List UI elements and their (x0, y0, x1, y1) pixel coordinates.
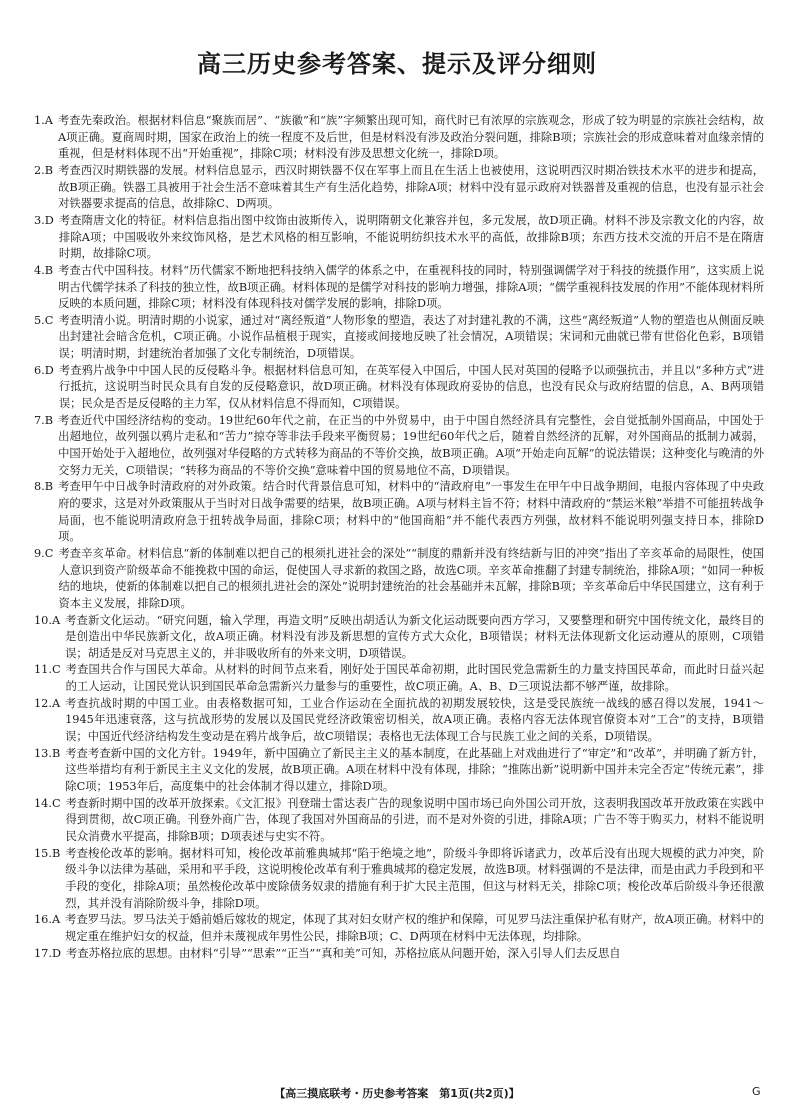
answer-explanation: 考查新文化运动。“研究问题，输入学理，再造文明”反映出胡适认为新文化运动既要向西方学习，又要整理和研究中国传统文化，最终目的是创造出中华民族新文化，故A项正确。材料没有涉及新思想的宣传方式大众化，B项错误；材料无法体现新文化运动遵从的原则，C项错误；胡适是反对马克思主义的，并非吸收所有的外来文明，D项错误。 (65, 613, 764, 660)
answer-item (34, 479, 764, 545)
page-title: 高三历史参考答案、提示及评分细则 (197, 50, 597, 78)
answer-number: 15.B (34, 846, 61, 860)
answer-item (34, 113, 764, 163)
answer-item (34, 912, 764, 945)
answer-item (34, 363, 764, 413)
answer-item (34, 746, 764, 796)
answer-explanation: 考查鸦片战争中中国人民的反侵略斗争。根据材料信息可知，在英军侵入中国后，中国人民对英国的侵略予以顽强抗击，并且以“多种方式”进行抵抗，这说明当时民众具有自发的反侵略意识，故D项正确。材料没有体现政府妥协的信息，也没有民众与政府结盟的信息，A、B两项错误；民众是否是反侵略的主力军，仅从材料信息不得而知，C项错误。 (58, 363, 764, 411)
answer-item (34, 662, 764, 695)
answer-number: 14.C (34, 796, 61, 810)
answer-explanation: 考查古代中国科技。材料“历代儒家不断地把科技纳入儒学的体系之中，在重视科技的同时，特别强调儒学对于科技的统摄作用”，这实质上说明古代儒学抹杀了科技的独立性，故B项正确。材料体现的是儒学对科技的影响力增强，排除A项；“儒学重视科技发展的作用”不能体现材料所反映的本质问题，排除C项；材料没有体现科技对儒学发展的影响，排除D项。 (58, 263, 764, 311)
answer-item (34, 413, 764, 479)
answer-item (34, 796, 764, 846)
answer-explanation: 考查先秦政治。根据材料信息“聚族而居”、“族徽”和“族”字频繁出现可知，商代时已有浓厚的宗族观念，形成了较为明显的宗族社会结构，故A项正确。夏商周时期，国家在政治上的统一程度不及后世，但是材料没有涉及政治分裂问题，排除B项；宗族社会的形成意味着对血缘亲情的重视，但是材料体现不出“开始重视”，排除C项；材料没有涉及思想文化统一，排除D项。 (57, 114, 764, 161)
answer-item (34, 263, 764, 313)
answer-explanation: 考查苏格拉底的思想。由材料“引导”“思索”“正当”“真和美”可知，苏格拉底从问题开始，深入引导人们去反思自 (66, 946, 621, 960)
answer-item (34, 696, 764, 746)
answer-number: 9.C (34, 546, 54, 560)
answer-number: 17.D (34, 946, 62, 960)
answer-explanation: 考查辛亥革命。材料信息“新的体制难以把自己的根须扎进社会的深处”“制度的鼎新并没有终结新与旧的冲突”指出了辛亥革命的局限性，使国人意识到资产阶级革命不能挽救中国的命运，促使国人寻求新的救国之路，故选C项。辛亥革命推翻了封建专制统治，排除A项；“如同一种板结的地块，使新的体制难以把自己的根须扎进社会的深处”说明封建统治的社会基础并未瓦解，排除B项；辛亥革命后中华民国建立，这有利于资本主义发展，排除D项。 (58, 546, 764, 610)
page-footer: 【高三摸底联考・历史参考答案 第1页(共2页)】 (274, 1087, 520, 1100)
answer-number: 16.A (34, 913, 61, 927)
answer-list (34, 113, 764, 962)
answer-number: 5.C (34, 313, 54, 327)
answer-number: 7.B (34, 413, 54, 427)
answer-item (34, 546, 764, 612)
answer-item (34, 846, 764, 912)
answer-number: 4.B (34, 263, 54, 277)
answer-explanation: 考查新时期中国的改革开放探索。《文汇报》刊登瑞士雷达表广告的现象说明中国市场已向外国公司开放，这表明我国改革开放政策在实践中得到贯彻，故C项正确。刊登外商广告，体现了我国对外国商品的引进，而不是对外资的引进，排除A项；广告不等于购买力，材料不能说明民众消费水平提高，排除B项；D项表述与史实不符。 (65, 796, 764, 843)
answer-item (34, 213, 764, 263)
answer-explanation: 考查考查新中国的文化方针。1949年，新中国确立了新民主主义的基本制度，在此基础上对戏曲进行了“审定”和“改革”，并明确了新方针，这些举措均有利于新民主主义文化的发展，故B项正确。A项在材料中没有体现，排除；“推陈出新”说明新中国并未完全否定“传统元素”，排除C项；1953年后，高度集中的社会体制才得以建立，排除D项。 (65, 746, 764, 793)
answer-item (34, 946, 764, 963)
answer-explanation: 考查近代中国经济结构的变动。19世纪60年代之前，在正当的中外贸易中，由于中国自然经济具有完整性，会自觉抵制外国商品，中国处于出超地位，故列强以鸦片走私和“苦力”掠夺等非法手段来平衡贸易；19世纪60年代之后，随着自然经济的瓦解，对外国商品的抵制力减弱，中国开始处于入超地位，故列强对华侵略的方式转移为商品的不等价交换，故B项正确。A项“开始走向瓦解”的说法错误；这种变化与晚清的外交努力无关，C项错误；“转移为商品的不等价交换”意味着中国的贸易地位不高，D项错误。 (58, 413, 764, 477)
answer-number: 6.D (34, 363, 54, 377)
answer-item (34, 163, 764, 213)
answer-explanation: 考查抗战时期的中国工业。由表格数据可知，工业合作运动在全面抗战的初期发展较快，这是受民族统一战线的感召得以发展，1941～1945年迅速衰落，这与抗战形势的发展以及国民党经济政策密切相关，故A项正确。表格内容无法体现官僚资本对“工合”的支持，B项错误；中国近代经济结构发生变动是在鸦片战争后，故C项错误；表格也无法体现工合与民族工业之间的关系，D项错误。 (65, 696, 764, 744)
answer-explanation: 考查罗马法。罗马法关于婚前婚后嫁妆的规定，体现了其对妇女财产权的维护和保障，可见罗马法注重保护私有财产，故A项正确。材料中的规定重在维护妇女的权益，但并未蔑视成年男性公民，排除B项；C、D两项在材料中无法体现，均排除。 (65, 913, 764, 943)
answer-explanation: 考查甲午中日战争时清政府的对外政策。结合时代背景信息可知，材料中的“清政府电”一事发生在甲午中日战争期间，电报内容体现了中央政府的要求，这是对外政策服从于当时对日战争需要的结果，故B项正确。A项与材料主旨不符；材料中清政府的“禁运米粮”举措不可能扭转战争局面，也不能说明清政府急于扭转战争局面，排除C项；材料中的“他国商船”并不能代表西方列强，故材料不能说明列强支持日本，排除D项。 (58, 480, 764, 544)
answer-number: 8.B (34, 480, 54, 494)
answer-explanation: 考查隋唐文化的特征。材料信息指出图中纹饰由波斯传入，说明隋朝文化兼容并包，多元发展，故D项正确。材料不涉及宗教文化的内容，故排除A项；中国吸收外来纹饰风格，是艺术风格的相互影响，不能说明纺织技术水平的高低，故排除B项；东西方技术交流的开启不是在隋唐时期，故排除C项。 (58, 213, 764, 261)
answer-number: 13.B (34, 746, 61, 760)
answer-number: 1.A (34, 114, 53, 127)
answer-item (34, 613, 764, 663)
answer-number: 12.A (34, 696, 61, 710)
answer-explanation: 考查明清小说。明清时期的小说家，通过对“离经叛道”人物形象的塑造，表达了对封建礼教的不满，这些“离经叛道”人物的塑造也从侧面反映出封建社会暗含危机，C项正确。小说作品植根于现实，直接或间接地反映了社会情况，A项错误；宋词和元曲就已带有世俗化色彩，B项错误；明清时期，封建统治者加强了文化专制统治，D项错误。 (58, 313, 764, 361)
answer-explanation: 考查国共合作与国民大革命。从材料的时间节点来看，刚好处于国民革命初期，此时国民党急需新生的力量支持国民革命，而此时日益兴起的工人运动，让国民党认识到国民革命急需新兴力量参与的重要性，故C项正确。A、B、D三项说法都不够严谨，故排除。 (65, 663, 764, 694)
answer-item (34, 313, 764, 363)
answer-explanation: 考查西汉时期铁器的发展。材料信息显示，西汉时期铁器不仅在军事上而且在生活上也被使用，这说明西汉时期冶铁技术水平的进步和提高，故B项正确。铁器工具被用于社会生活不意味着其生产有生活化趋势，排除A项；材料中没有显示政府对铁器普及重视的信息，也没有显示社会对铁器要求提高的信息，故排除C、D两项。 (58, 163, 764, 211)
answer-number: 10.A (34, 613, 61, 627)
answer-number: 11.C (34, 663, 61, 677)
answer-explanation: 考查梭伦改革的影响。据材料可知，梭伦改革前雅典城邦“陷于绝境之地”，阶级斗争即将诉诸武力，改革后没有出现大规模的武力冲突，阶级斗争以法律为基础，采用和平手段，这说明梭伦改革有利于雅典城邦的稳定发展，故选B项。材料强调的不是法律，而是由武力手段到和平手段的变化，排除A项；虽然梭伦改革中废除债务奴隶的措施有利于扩大民主范围，但这与材料无关，排除C项；梭伦改革后阶级斗争还很激烈，其并没有消除阶级斗争，排除D项。 (65, 846, 764, 910)
answer-number: 3.D (34, 213, 54, 227)
paper-code: G (752, 1085, 761, 1098)
answer-number: 2.B (34, 163, 54, 177)
